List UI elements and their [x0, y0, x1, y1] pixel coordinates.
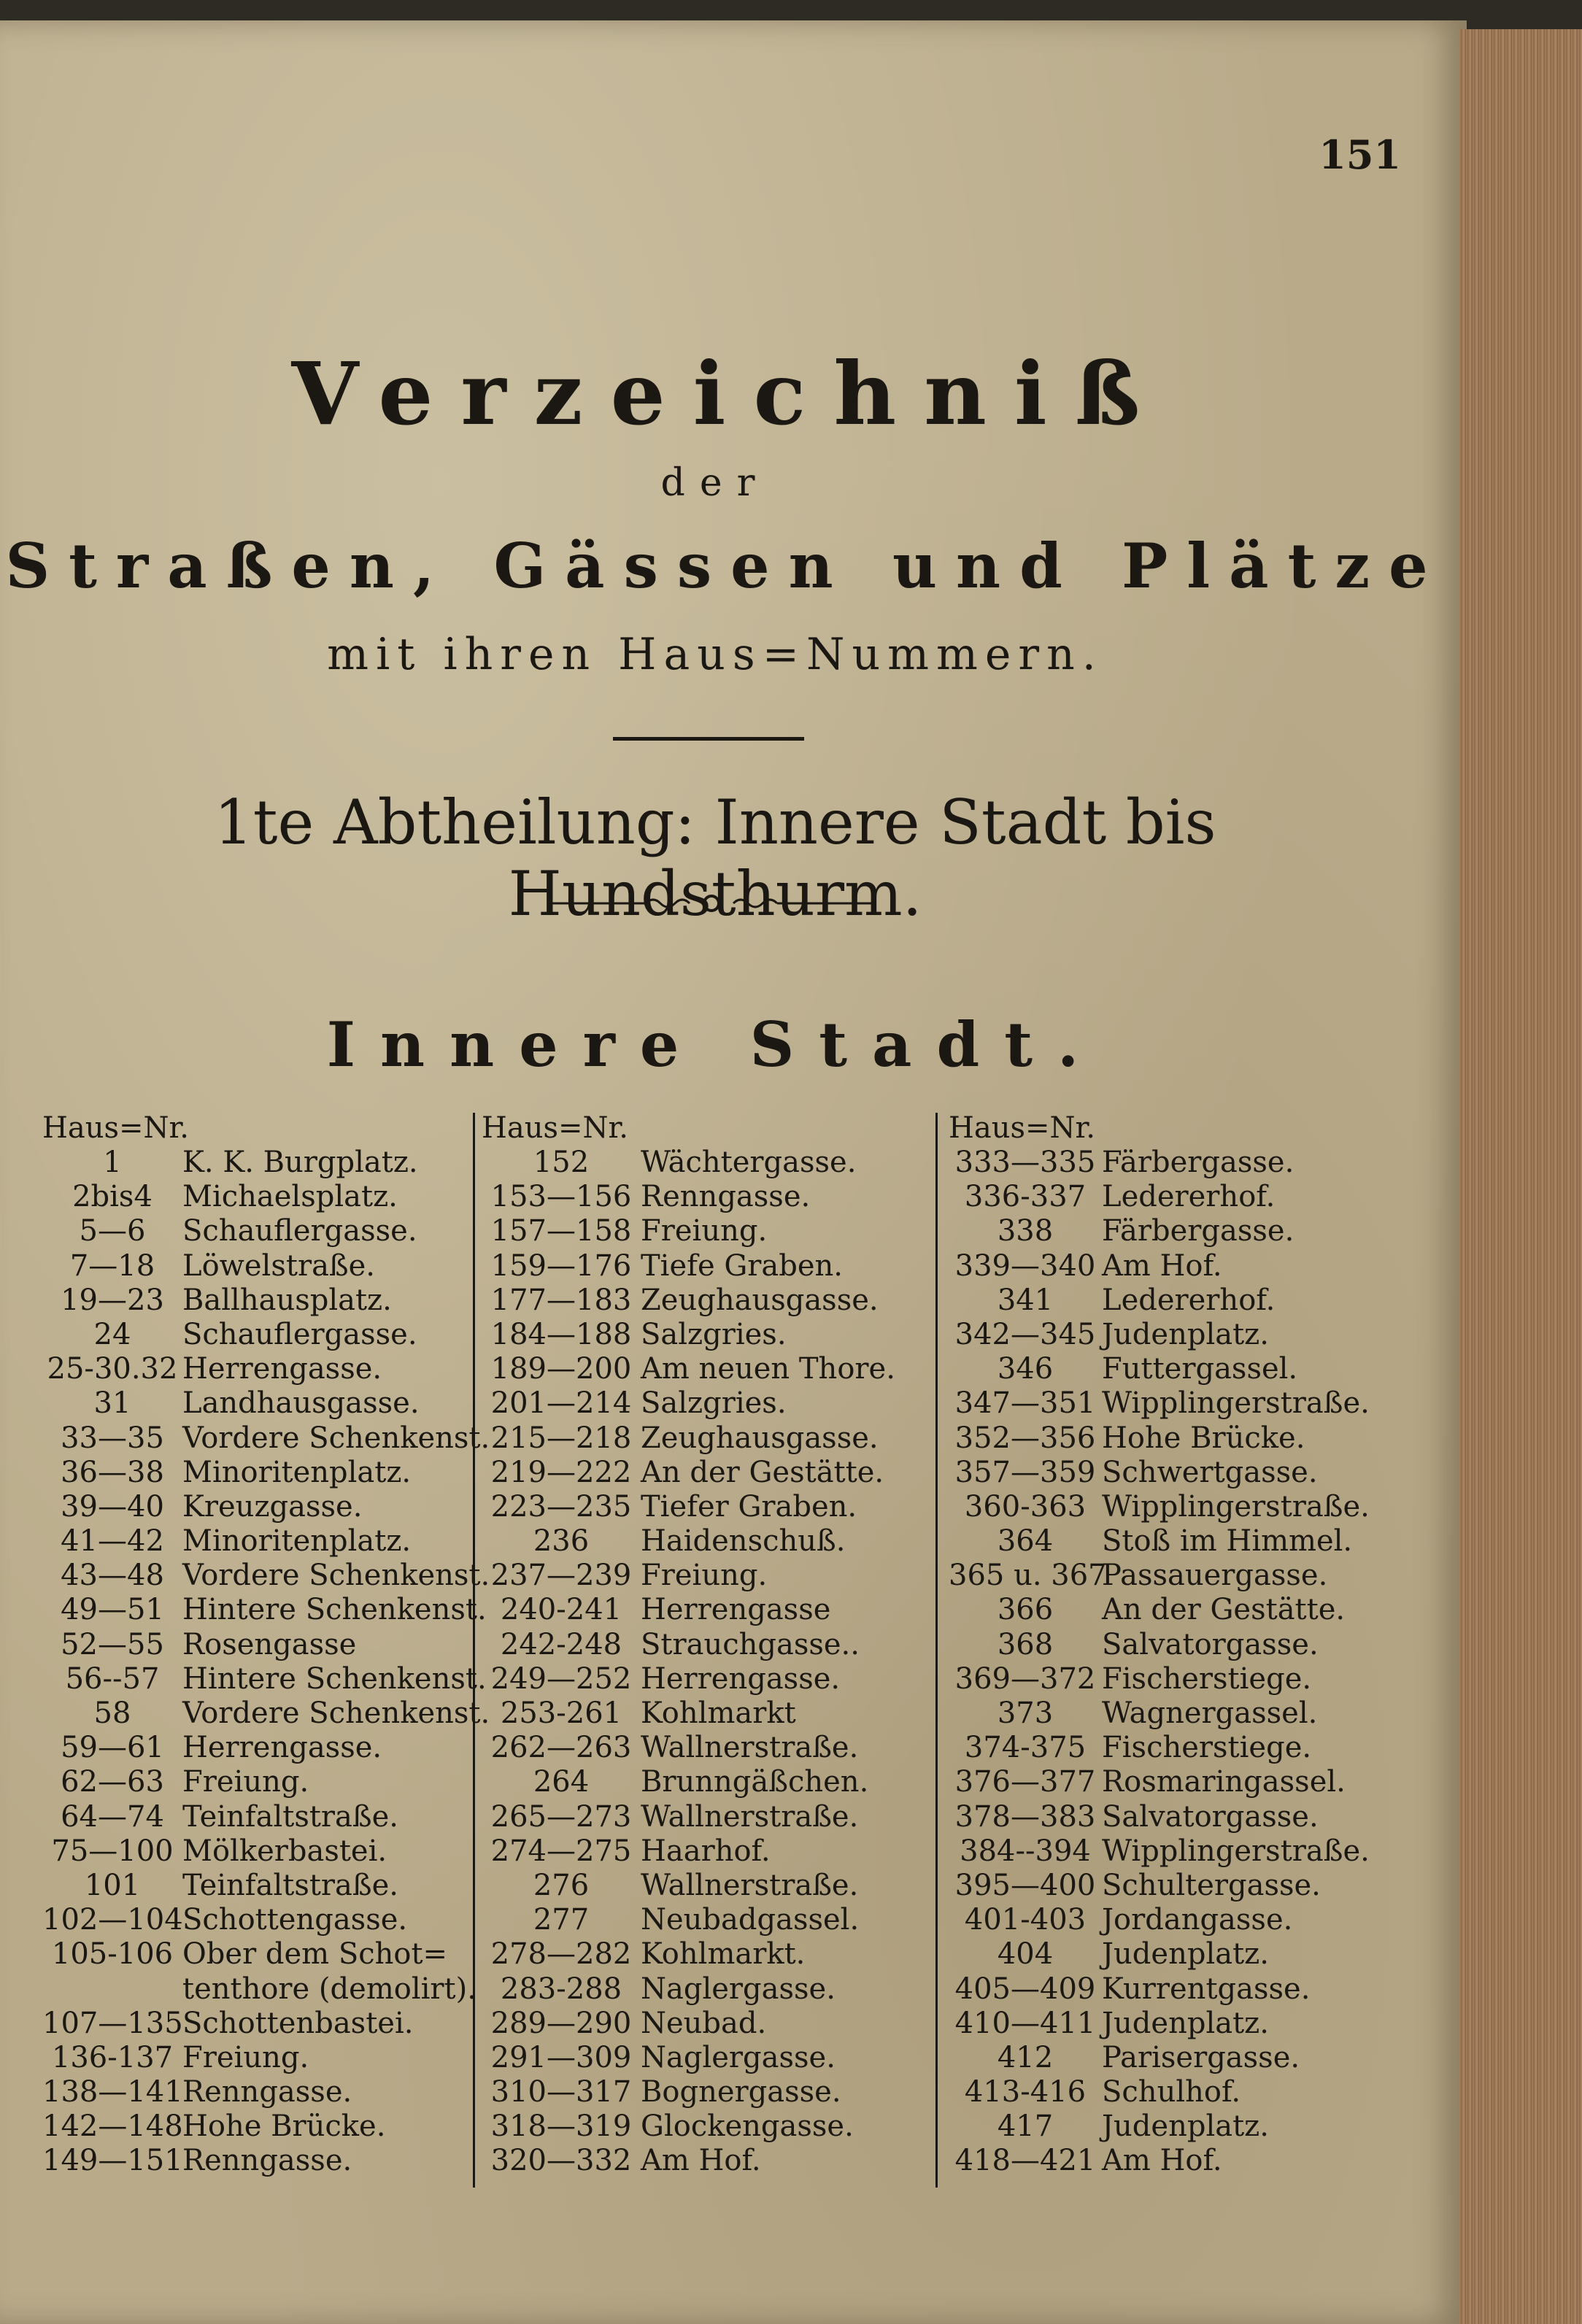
house-number: 49—51: [61, 1593, 164, 1627]
house-number: 105-106: [51, 1937, 174, 1972]
street-name: Schauflergasse.: [182, 1317, 417, 1351]
house-number: 149—151: [42, 2144, 183, 2178]
house-number: 405—409: [954, 1972, 1096, 2006]
house-number: 289—290: [490, 2006, 632, 2040]
subtitle-house-numbers: mit ihren Haus=Nummern.: [327, 629, 1103, 680]
house-number: 153—156: [490, 1180, 632, 1214]
house-number: 401-403: [964, 1903, 1087, 1937]
index-row: [482, 2075, 895, 2109]
house-number: 101: [84, 1868, 141, 1902]
house-number: 1: [103, 1146, 122, 1179]
street-name: Schwertgasse.: [1102, 1455, 1318, 1489]
index-row: [949, 2041, 1370, 2075]
house-number: 39—40: [61, 1489, 164, 1524]
index-row: [42, 1800, 490, 1834]
street-name: Wipplingerstraße.: [1102, 1834, 1370, 1868]
street-name: Ober dem Schot=: [182, 1937, 448, 1972]
street-name: Wipplingerstraße.: [1102, 1489, 1370, 1524]
house-number: 278—282: [490, 1937, 632, 1972]
index-row: [42, 2075, 490, 2109]
index-row: [42, 1834, 490, 1869]
index-row: [949, 1559, 1370, 1593]
street-name: Hohe Brücke.: [182, 2109, 386, 2144]
street-name: Hohe Brücke.: [1102, 1421, 1305, 1455]
house-number: 265—273: [490, 1799, 632, 1834]
street-name: An der Gestätte.: [1102, 1593, 1346, 1627]
street-name: Parisergasse.: [1102, 2040, 1300, 2074]
house-number: 320—332: [490, 2144, 632, 2178]
street-name: Zeughausgasse.: [641, 1421, 879, 1455]
house-number: 341: [997, 1283, 1054, 1317]
house-number: 36—38: [61, 1455, 164, 1489]
street-name: Wächtergasse.: [641, 1146, 857, 1179]
street-name: Salvatorgasse.: [1102, 1799, 1319, 1834]
house-number: 274—275: [490, 1834, 632, 1868]
district-heading: Innere Stadt.: [326, 1008, 1104, 1081]
house-number: 7—18: [69, 1248, 155, 1283]
index-row: [482, 1662, 895, 1696]
street-name: Salzgries.: [641, 1386, 787, 1421]
street-name: Vordere Schenkenst.: [182, 1559, 490, 1593]
house-number: 418—421: [954, 2144, 1096, 2178]
street-name: Am Hof.: [641, 2144, 761, 2178]
index-row: [42, 1593, 490, 1627]
column-header: Haus=Nr.: [42, 1111, 189, 1145]
street-name: Wallnerstraße.: [641, 1799, 859, 1834]
index-row: [949, 1696, 1370, 1731]
house-number: 25-30.32: [47, 1352, 178, 1386]
index-row: [42, 1421, 490, 1456]
house-number: 384--394: [960, 1834, 1091, 1868]
street-name: Schultergasse.: [1102, 1868, 1321, 1902]
house-number: 107—135: [42, 2006, 183, 2040]
index-row: [949, 1834, 1370, 1869]
index-column: [949, 1111, 1370, 2179]
index-row: [482, 1180, 895, 1214]
house-number: 369—372: [954, 1661, 1096, 1696]
index-row: [482, 1490, 895, 1524]
index-row: [949, 1352, 1370, 1386]
index-row: [42, 1765, 490, 1799]
house-number: 237—239: [490, 1559, 632, 1593]
index-row: [42, 1386, 490, 1421]
index-row: [42, 1352, 490, 1386]
index-row: [42, 1937, 490, 1972]
house-number: 417: [997, 2109, 1054, 2144]
street-name: Vordere Schenkenst.: [182, 1696, 490, 1730]
index-row: [482, 1593, 895, 1627]
index-row: [482, 1214, 895, 1248]
street-name: Färbergasse.: [1102, 1214, 1294, 1248]
index-row: [42, 1662, 490, 1696]
house-number: 347—351: [954, 1386, 1096, 1421]
street-name: Haidenschuß.: [641, 1524, 846, 1559]
index-row: [482, 1386, 895, 1421]
house-number: 59—61: [61, 1731, 164, 1765]
index-row: [42, 2007, 490, 2041]
street-name: Freiung.: [182, 1765, 309, 1799]
index-row: [42, 1146, 490, 1180]
street-name: Herrengasse.: [182, 1352, 382, 1386]
street-name: Am Hof.: [1102, 1248, 1222, 1283]
index-row: [482, 1972, 895, 2007]
house-number: 262—263: [490, 1731, 632, 1765]
index-row: [949, 1456, 1370, 1490]
house-number: 5—6: [79, 1214, 146, 1248]
street-name: Landhausgasse.: [182, 1386, 420, 1421]
house-number: 240-241: [500, 1593, 622, 1627]
house-number: 357—359: [954, 1455, 1096, 1489]
street-name: Schauflergasse.: [182, 1214, 417, 1248]
index-row: [949, 2109, 1370, 2144]
street-name: Neubad.: [641, 2006, 767, 2040]
index-row: [949, 1972, 1370, 2007]
house-number: 33—35: [61, 1421, 164, 1455]
street-name: Herrengasse.: [641, 1661, 841, 1696]
index-row: [482, 1696, 895, 1731]
page-title: Verzeichniß: [291, 343, 1168, 444]
street-name: Minoritenplatz.: [182, 1524, 412, 1559]
street-name: Judenplatz.: [1102, 1937, 1269, 1972]
index-row: [482, 2144, 895, 2178]
house-number: 264: [533, 1765, 590, 1799]
index-column: [42, 1111, 490, 2179]
house-number: 412: [997, 2040, 1054, 2074]
street-name: Bognergasse.: [641, 2075, 841, 2109]
index-row: [482, 1283, 895, 1318]
house-number: 242-248: [500, 1627, 622, 1661]
house-number: 75—100: [51, 1834, 174, 1868]
street-name: Teinfaltstraße.: [182, 1868, 398, 1902]
street-name: K. K. Burgplatz.: [182, 1146, 418, 1179]
index-row: [949, 1869, 1370, 1903]
index-row: [482, 1800, 895, 1834]
house-number: 333—335: [954, 1146, 1096, 1179]
index-row: [482, 1765, 895, 1799]
house-number: 376—377: [954, 1765, 1096, 1799]
index-row: [42, 1903, 490, 1937]
index-row: [482, 2007, 895, 2041]
street-name: Fischerstiege.: [1102, 1731, 1312, 1765]
house-number: 215—218: [490, 1421, 632, 1455]
house-number: 346: [997, 1352, 1054, 1386]
house-number: 368: [997, 1627, 1054, 1661]
house-number: 62—63: [61, 1765, 164, 1799]
index-row: [482, 2109, 895, 2144]
index-row: [949, 1249, 1370, 1283]
index-row: [42, 2041, 490, 2075]
street-name: Freiung.: [641, 1214, 768, 1248]
index-row: [482, 1318, 895, 1352]
street-name: Neubadgassel.: [641, 1903, 860, 1937]
index-row: [482, 1249, 895, 1283]
house-number: 138—141: [42, 2075, 183, 2109]
index-row: [42, 1972, 490, 2007]
street-name: Renngasse.: [641, 1180, 811, 1214]
house-number: 64—74: [61, 1799, 164, 1834]
index-row: [42, 2144, 490, 2178]
index-row: [42, 1869, 490, 1903]
index-row: [42, 1524, 490, 1559]
page-edges: [1459, 29, 1582, 2324]
house-number: 339—340: [954, 1248, 1096, 1283]
house-number: 413-416: [964, 2075, 1087, 2109]
street-name: Michaelsplatz.: [182, 1180, 398, 1214]
house-number: 366: [997, 1593, 1054, 1627]
index-row: [42, 1283, 490, 1318]
index-row: [949, 2007, 1370, 2041]
house-number: 177—183: [490, 1283, 632, 1317]
house-number: 365 u. 367: [949, 1559, 1107, 1593]
index-row: [482, 1731, 895, 1765]
street-name: Hintere Schenkenst.: [182, 1593, 487, 1627]
index-row: [42, 1180, 490, 1214]
house-number: 43—48: [61, 1559, 164, 1593]
index-row: [482, 1834, 895, 1869]
subtitle-strassen: Straßen, Gässen und Plätze: [5, 530, 1447, 602]
index-row: [949, 1800, 1370, 1834]
index-row: [949, 2075, 1370, 2109]
house-number: 395—400: [954, 1868, 1096, 1902]
street-name: Glockengasse.: [641, 2109, 854, 2144]
house-number: 152: [533, 1146, 590, 1179]
index-row: [482, 1559, 895, 1593]
index-row: [949, 1662, 1370, 1696]
index-row: [482, 1146, 895, 1180]
index-row: [42, 1559, 490, 1593]
house-number: 374-375: [964, 1731, 1087, 1765]
house-number: 41—42: [61, 1524, 164, 1559]
house-number: 19—23: [61, 1283, 164, 1317]
index-row: [42, 1731, 490, 1765]
street-name: Färbergasse.: [1102, 1146, 1294, 1179]
house-number: 352—356: [954, 1421, 1096, 1455]
index-row: [42, 1628, 490, 1662]
street-name: Jordangasse.: [1102, 1903, 1293, 1937]
street-name: Ballhausplatz.: [182, 1283, 392, 1317]
street-name: Schottenbastei.: [182, 2006, 414, 2040]
house-number: 404: [997, 1937, 1054, 1972]
ornament-divider: [551, 889, 872, 918]
house-number: 136-137: [51, 2040, 174, 2074]
street-name: Wipplingerstraße.: [1102, 1386, 1370, 1421]
street-name: Wallnerstraße.: [641, 1731, 859, 1765]
house-number: 2bis4: [72, 1180, 153, 1214]
street-name: Judenplatz.: [1102, 2006, 1269, 2040]
street-name: Freiung.: [182, 2040, 309, 2074]
street-name: Herrengasse.: [182, 1731, 382, 1765]
street-name: Brunngäßchen.: [641, 1765, 869, 1799]
street-name: Wallnerstraße.: [641, 1868, 859, 1902]
street-name: tenthore (demolirt).: [182, 1972, 476, 2006]
street-name: Ledererhof.: [1102, 1180, 1276, 1214]
index-row: [949, 1524, 1370, 1559]
house-number: 223—235: [490, 1489, 632, 1524]
house-number: 52—55: [61, 1627, 164, 1661]
index-row: [949, 1765, 1370, 1799]
house-number: 31: [93, 1386, 131, 1421]
index-row: [482, 1352, 895, 1386]
house-number: 58: [93, 1696, 131, 1730]
index-row: [482, 1869, 895, 1903]
index-row: [42, 1490, 490, 1524]
section-heading: 1te Abtheilung: Innere Stadt bis Hundsthurm.: [214, 787, 1216, 930]
index-row: [482, 1421, 895, 1456]
house-number: 276: [533, 1868, 590, 1902]
index-row: [42, 1318, 490, 1352]
house-number: [42, 1972, 182, 2007]
index-row: [482, 1628, 895, 1662]
street-name: Schottengasse.: [182, 1903, 408, 1937]
street-name: Herrengasse: [641, 1593, 831, 1627]
house-number: 24: [93, 1317, 131, 1351]
street-name: Schulhof.: [1102, 2075, 1241, 2109]
index-row: [949, 1628, 1370, 1662]
street-name: Teinfaltstraße.: [182, 1799, 398, 1834]
index-column: [482, 1111, 895, 2179]
index-row: [949, 1283, 1370, 1318]
index-row: [482, 1903, 895, 1937]
index-row: [482, 1937, 895, 1972]
index-row: [949, 1421, 1370, 1456]
subtitle-der: der: [660, 461, 770, 505]
house-number: 249—252: [490, 1661, 632, 1696]
street-name: Fischerstiege.: [1102, 1661, 1312, 1696]
column-header: Haus=Nr.: [482, 1111, 628, 1145]
street-name: Mölkerbastei.: [182, 1834, 387, 1868]
index-row: [949, 1731, 1370, 1765]
house-number: 318—319: [490, 2109, 632, 2144]
street-name: Minoritenplatz.: [182, 1455, 412, 1489]
street-name: Am Hof.: [1102, 2144, 1222, 2178]
index-row: [482, 1524, 895, 1559]
street-name: Löwelstraße.: [182, 1248, 376, 1283]
divider-rule: [613, 737, 804, 741]
house-number: 159—176: [490, 1248, 632, 1283]
street-name: Ledererhof.: [1102, 1283, 1276, 1317]
house-number: 201—214: [490, 1386, 632, 1421]
index-row: [949, 1146, 1370, 1180]
house-number: 189—200: [490, 1352, 632, 1386]
street-name: Vordere Schenkenst.: [182, 1421, 490, 1455]
street-name: Haarhof.: [641, 1834, 771, 1868]
street-name: Rosengasse: [182, 1627, 357, 1661]
house-number: 342—345: [954, 1317, 1096, 1351]
index-row: [949, 2144, 1370, 2178]
house-number: 277: [533, 1903, 590, 1937]
column-separator: [935, 1113, 938, 2188]
street-name: Kreuzgasse.: [182, 1489, 363, 1524]
street-name: Judenplatz.: [1102, 1317, 1269, 1351]
house-number: 184—188: [490, 1317, 632, 1351]
street-name: Judenplatz.: [1102, 2109, 1269, 2144]
house-number: 102—104: [42, 1903, 183, 1937]
street-name: Naglergasse.: [641, 1972, 836, 2006]
street-name: Salzgries.: [641, 1317, 787, 1351]
index-row: [949, 1490, 1370, 1524]
street-name: Kohlmarkt: [641, 1696, 796, 1730]
column-header: Haus=Nr.: [949, 1111, 1095, 1145]
house-number: 291—309: [490, 2040, 632, 2074]
index-row: [42, 1456, 490, 1490]
index-row: [949, 1214, 1370, 1248]
street-name: Salvatorgasse.: [1102, 1627, 1319, 1661]
street-name: Am neuen Thore.: [641, 1352, 895, 1386]
index-row: [949, 1903, 1370, 1937]
house-number: 310—317: [490, 2075, 632, 2109]
house-number: 373: [997, 1696, 1054, 1730]
index-row: [949, 1937, 1370, 1972]
street-name: Kurrentgasse.: [1102, 1972, 1311, 2006]
index-row: [42, 1214, 490, 1248]
house-number: 219—222: [490, 1455, 632, 1489]
index-row: [949, 1593, 1370, 1627]
street-name: Hintere Schenkenst.: [182, 1661, 487, 1696]
street-name: Stoß im Himmel.: [1102, 1524, 1353, 1559]
street-name: Kohlmarkt.: [641, 1937, 806, 1972]
street-name: Futtergassel.: [1102, 1352, 1298, 1386]
index-row: [42, 1696, 490, 1731]
house-number: 253-261: [500, 1696, 622, 1730]
house-number: 336-337: [964, 1180, 1087, 1214]
index-row: [949, 1318, 1370, 1352]
street-name: Strauchgasse..: [641, 1627, 860, 1661]
house-number: 142—148: [42, 2109, 183, 2144]
index-row: [482, 1456, 895, 1490]
street-name: An der Gestätte.: [641, 1455, 884, 1489]
street-name: Passauergasse.: [1102, 1559, 1328, 1593]
street-name: Renngasse.: [182, 2144, 352, 2178]
street-name: Renngasse.: [182, 2075, 352, 2109]
street-name: Freiung.: [641, 1559, 768, 1593]
street-name: Rosmaringassel.: [1102, 1765, 1346, 1799]
house-number: 56--57: [65, 1661, 160, 1696]
street-name: Tiefe Graben.: [641, 1248, 844, 1283]
street-name: Wagnergassel.: [1102, 1696, 1318, 1730]
house-number: 157—158: [490, 1214, 632, 1248]
street-name: Zeughausgasse.: [641, 1283, 879, 1317]
house-number: 236: [533, 1524, 590, 1559]
index-row: [949, 1386, 1370, 1421]
house-number: 283-288: [500, 1972, 622, 2006]
street-name: Naglergasse.: [641, 2040, 836, 2074]
index-row: [949, 1180, 1370, 1214]
house-number: 360-363: [964, 1489, 1087, 1524]
index-row: [42, 1249, 490, 1283]
house-number: 410—411: [954, 2006, 1096, 2040]
house-number: 364: [997, 1524, 1054, 1559]
house-number: 338: [997, 1214, 1054, 1248]
street-name: Tiefer Graben.: [641, 1489, 857, 1524]
index-row: [482, 2041, 895, 2075]
index-row: [42, 2109, 490, 2144]
page-number: 151: [1319, 131, 1401, 178]
house-number: 378—383: [954, 1799, 1096, 1834]
